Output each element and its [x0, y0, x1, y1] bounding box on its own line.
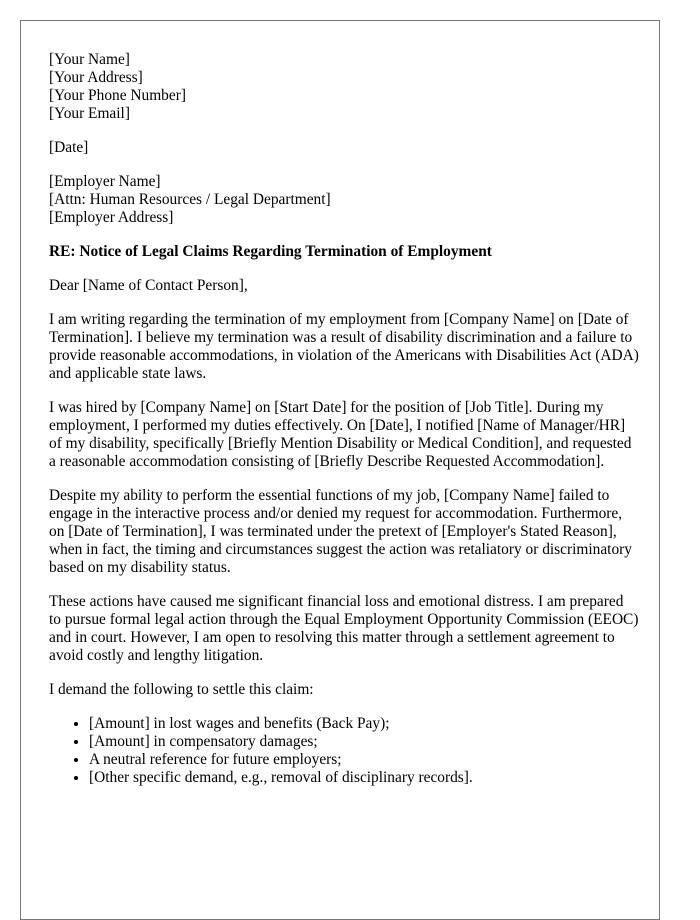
recipient-attn: [Attn: Human Resources / Legal Department]: [49, 191, 331, 208]
sender-phone: [Your Phone Number]: [49, 87, 186, 104]
sender-block: [49, 51, 639, 123]
paragraph-intro: I am writing regarding the termination of my employment from [Company Name] on [Date of Termination]. I believe my termination was a result of disability discrimination and a failure to provide reasonable accommodations, in violation of the Americans with Disabilities Act (ADA) and applicable state laws.: [49, 311, 639, 382]
date-block: [49, 139, 639, 157]
letter-date: [Date]: [49, 139, 89, 156]
paragraph-background: I was hired by [Company Name] on [Start Date] for the position of [Job Title]. During my employment, I performed my duties effectively. On [Date], I notified [Name of Manager/HR] of my disability, specifically [Briefly Mention Disability or Medical Condition], and requested a reasonable accommodation consisting of [Briefly Describe Requested Accommodation].: [49, 399, 632, 470]
recipient-address: [Employer Address]: [49, 209, 174, 226]
list-item: • [Amount] in compensatory damages;: [89, 733, 639, 751]
paragraph-damages: These actions have caused me significant financial loss and emotional distress. I am prepared to pursue formal legal action through the Equal Employment Opportunity Commission (EEOC) and in court. However, I am open to resolving this matter through a settlement agreement to avoid costly and lengthy litigation.: [49, 593, 639, 664]
list-item: • [Other specific demand, e.g., removal of disciplinary records].: [89, 769, 639, 787]
subject-line: RE: Notice of Legal Claims Regarding Termination of Employment: [49, 243, 492, 260]
recipient-name: [Employer Name]: [49, 173, 161, 190]
list-item: • [Amount] in lost wages and benefits (Back Pay);: [89, 715, 639, 733]
letter-content: [49, 51, 639, 787]
letter-page: [20, 20, 660, 920]
sender-name: [Your Name]: [49, 51, 130, 68]
demands-list: [49, 715, 639, 787]
salutation: Dear [Name of Contact Person],: [49, 277, 248, 294]
sender-email: [Your Email]: [49, 105, 130, 122]
paragraph-claims: Despite my ability to perform the essential functions of my job, [Company Name] failed to engage in the interactive process and/or denied my request for accommodation. Furthermore, on [Date of Termination], I was terminated under the pretext of [Employer's Stated Reason], when in fact, the timing and circumstances suggest the action was retaliatory or discriminatory based on my disability status.: [49, 487, 632, 576]
paragraph-demand-intro: I demand the following to settle this claim:: [49, 681, 314, 698]
recipient-block: [49, 173, 639, 227]
sender-address: [Your Address]: [49, 69, 143, 86]
list-item: • A neutral reference for future employers;: [89, 751, 639, 769]
